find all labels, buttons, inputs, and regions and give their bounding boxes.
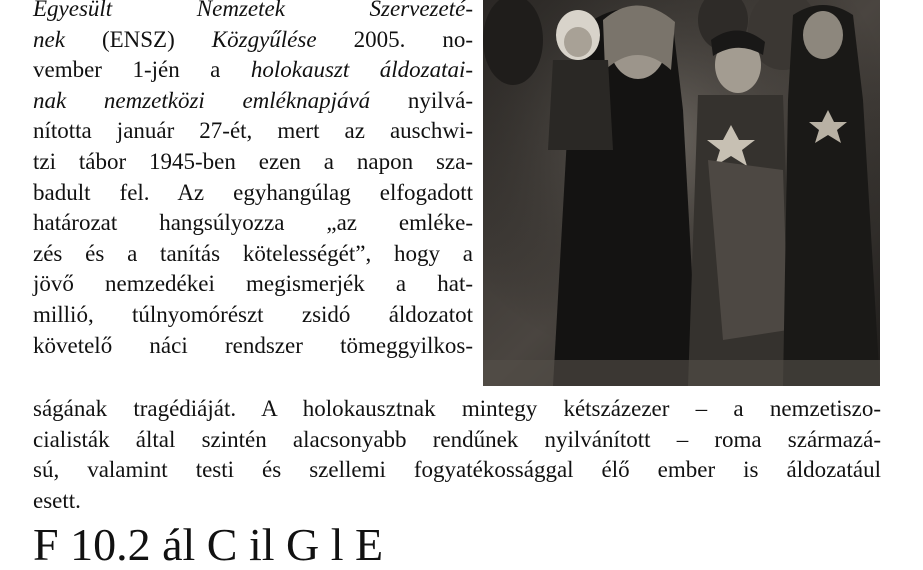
text-span: nította január 27-ét, mert az auschwi- (33, 118, 473, 144)
italic-text: nek (33, 26, 65, 52)
text-span: tzi tábor 1945-ben ezen a napon sza- (33, 149, 473, 174)
text-span: (ENSZ) (64, 26, 212, 52)
text-span: vember 1-jén a (33, 57, 251, 83)
text-span: jövő nemzedékei megismerjék a hat- (33, 271, 473, 297)
text-line (33, 331, 473, 360)
text-line (33, 239, 473, 268)
holocaust-archival-photo (483, 0, 880, 386)
text-line: esett. (33, 487, 81, 513)
text-line (33, 147, 473, 176)
text-span: határozat hangsúlyozza „az emléke- (33, 210, 473, 236)
text-line: cialisták által szintén alacsonyabb rendűnek nyilvánított – roma származá- (33, 426, 881, 452)
italic-text: Szervezeté- (369, 0, 473, 21)
text-line (33, 300, 473, 329)
next-section-heading-fragment: F 10.2 ál C il G l E (33, 519, 384, 570)
text-span: követelő náci rendszer tömeggyilkos- (33, 332, 473, 358)
italic-text: Nemzetek (196, 0, 285, 21)
text-line: ságának tragédiáját. A holokausztnak mintegy kétszázezer – a nemzetiszo- (33, 396, 881, 421)
italic-text: Egyesült (33, 0, 113, 21)
text-line (33, 55, 473, 84)
text-line (33, 0, 473, 23)
text-line (33, 208, 473, 237)
text-span: millió, túlnyomórészt zsidó áldozatot (33, 302, 473, 327)
text-line (33, 178, 473, 207)
italic-text: nak nemzetközi emléknapjává (33, 87, 371, 113)
text-span: badult fel. Az egyhangúlag elfogadott (33, 179, 473, 205)
text-span: nyilvá- (370, 87, 473, 113)
italic-text: holokauszt áldozatai- (250, 57, 474, 83)
text-line (33, 86, 473, 115)
text-line: sú, valamint testi és szellemi fogyatékossággal élő ember is áldozatául (33, 457, 881, 483)
text-line (33, 116, 473, 145)
italic-text: Közgyűlése (211, 26, 317, 52)
text-span: 2005. no- (316, 26, 473, 52)
text-line (33, 25, 473, 54)
text-span: zés és a tanítás kötelességét”, hogy a (33, 240, 473, 266)
text-line (33, 269, 473, 298)
